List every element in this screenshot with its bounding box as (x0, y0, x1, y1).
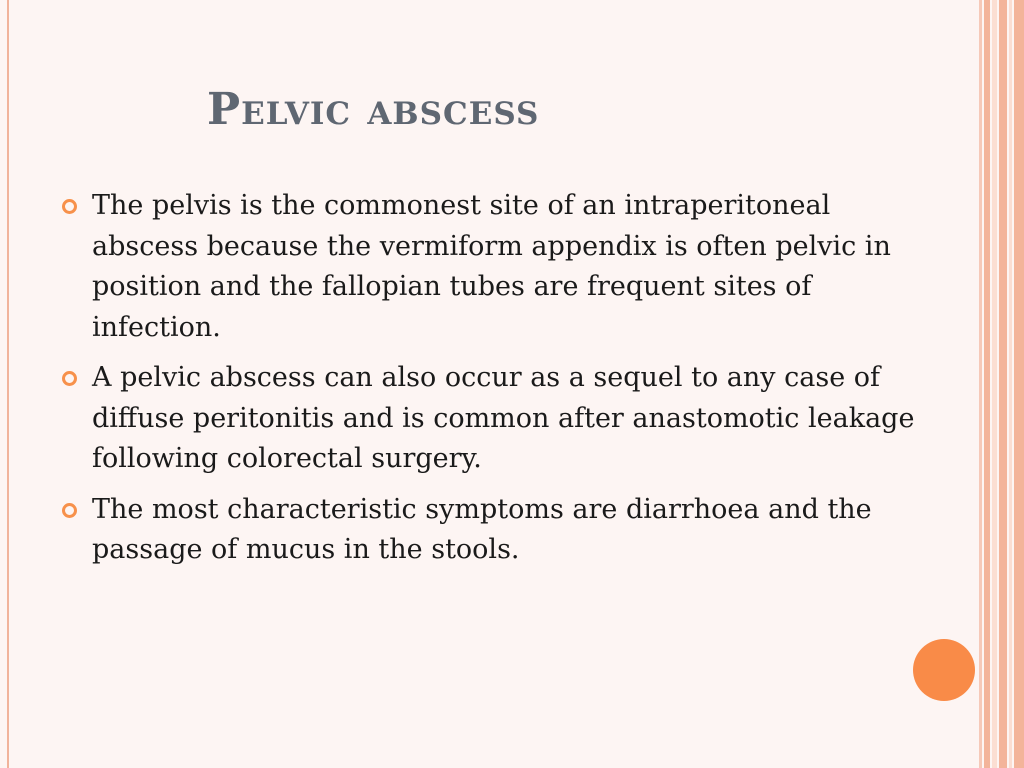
bullet-text: A pelvic abscess can also occur as a sequel to any case of diffuse peritonitis and is common after anastomotic leakage following colorectal surgery. (92, 362, 915, 474)
right-stripe (992, 0, 997, 768)
bullet-text: The pelvis is the commonest site of an intraperitoneal abscess because the vermiform appendix is often pelvic in position and the fallopian tubes are frequent sites of infection. (92, 190, 891, 343)
ring-bullet-icon (62, 371, 77, 386)
bullet-item (62, 358, 922, 480)
bullet-list (62, 186, 922, 581)
ring-bullet-icon (62, 503, 77, 518)
bullet-item (62, 186, 922, 348)
left-border-line (7, 0, 9, 768)
bullet-item (62, 490, 922, 571)
right-stripe (999, 0, 1007, 768)
right-stripe (1014, 0, 1024, 768)
right-stripe (984, 0, 990, 768)
bullet-text: The most characteristic symptoms are diarrhoea and the passage of mucus in the stools. (92, 493, 872, 565)
right-stripe (979, 0, 982, 768)
decorative-circle (913, 639, 975, 701)
ring-bullet-icon (62, 199, 77, 214)
right-stripe (1009, 0, 1012, 768)
slide-title: Pelvic abscess (207, 84, 540, 135)
